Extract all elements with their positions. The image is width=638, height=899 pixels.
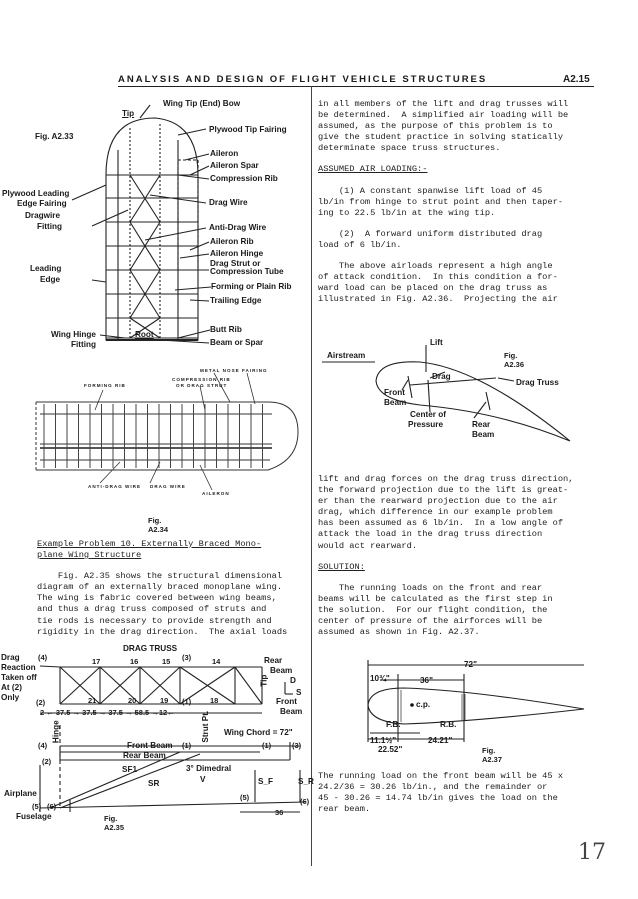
label-airstream: Airstream [327, 351, 366, 360]
example-heading-line-1: Example Problem 10. Externally Braced Mono- [37, 539, 262, 549]
text-line: Fig. A2.35 shows the structural dimensional [37, 571, 283, 582]
label-drag-truss: DRAG TRUSS [123, 644, 178, 653]
dims-bottom: 2 ← 37.5 → 37.5 → 37.5 → 58.5 →12← [40, 708, 175, 717]
node-1: (1) [182, 697, 192, 706]
label-cp: c.p. [416, 700, 431, 709]
label-aileron-34: AILERON [202, 491, 230, 496]
label-forming-or-plain-rib: Forming or Plain Rib [211, 282, 292, 291]
label-forming-rib-34: FORMING RIB [84, 383, 126, 388]
label-plywood-tip-fairing: Plywood Tip Fairing [209, 125, 287, 134]
text-line: 24.2/36 = 30.26 lb/in., and the remainder or [318, 782, 548, 793]
label-center-of: Center of [410, 410, 446, 419]
node-15: 15 [162, 657, 171, 666]
label-root: Root [135, 330, 154, 339]
label-pressure: Pressure [408, 420, 444, 429]
label-fuselage: Fuselage [16, 812, 52, 821]
label-anti-drag-wire: Anti-Drag Wire [209, 223, 267, 232]
label-edge-fairing: Edge Fairing [17, 199, 67, 208]
label-hinge: Hinge [51, 720, 61, 744]
label-trailing-edge: Trailing Edge [210, 296, 262, 305]
label-beam2-36: Beam [472, 430, 495, 439]
label-drag-wire-34: DRAG WIRE [150, 484, 186, 489]
text-line: lift and drag forces on the drag truss direction, [318, 474, 574, 484]
node-6-left: (6) [47, 802, 57, 811]
text-line: diagram of an externally braced monoplane wing. [37, 582, 283, 593]
text-line: (2) A forward uniform distributed drag [318, 228, 543, 239]
node-3-front: (3) [292, 741, 302, 750]
label-tip-35: Tip [259, 674, 269, 687]
label-reaction: Reaction [1, 663, 36, 672]
node-21: 21 [88, 696, 97, 705]
label-wing-chord: Wing Chord = 72" [224, 728, 293, 737]
node-19: 19 [160, 696, 169, 705]
node-18: 18 [210, 696, 219, 705]
label-beam-2: Beam [280, 707, 303, 716]
label-beam: Beam [270, 666, 293, 675]
solution-heading: SOLUTION: [318, 561, 365, 572]
text-line: the forward projection due to the lift is great- [318, 485, 569, 496]
label-aileron: Aileron [210, 149, 239, 158]
text-line: determinate space truss structures. [318, 143, 501, 154]
label-front-36: Front [384, 388, 405, 397]
node-6: (6) [300, 797, 310, 806]
label-dimedral: 3° Dimedral [186, 764, 232, 773]
label-tip: Tip [122, 109, 135, 118]
label-anti-drag-wire-34: ANTI-DRAG WIRE [88, 484, 142, 489]
text-line: of attack condition. In this condition a for- [318, 272, 558, 283]
text-line: would act rearward. [318, 540, 418, 551]
node-16: 16 [130, 657, 139, 666]
node-4: (4) [38, 653, 48, 662]
text-line: The running loads on the front and rear [318, 582, 543, 593]
label-fitting: Fitting [37, 222, 63, 231]
label-sf: S_F [258, 777, 274, 786]
node-1-front: (1) [262, 741, 272, 750]
right-text-bottom [318, 771, 598, 815]
text-line: in all members of the lift and drag trusses will [318, 99, 569, 109]
label-compression-tube: Compression Tube [210, 267, 284, 276]
label-metal-nose-fairing: METAL NOSE FAIRING [200, 368, 268, 373]
node-4-front: (4) [38, 741, 48, 750]
node-2: (2) [36, 698, 46, 707]
dim-72: 72" [464, 660, 477, 669]
label-at-2: At (2) [1, 683, 22, 692]
text-line: give the student practice in solving statically [318, 132, 564, 143]
node-5: (5) [240, 793, 250, 802]
label-taken-off: Taken off [1, 673, 37, 682]
node-14: 14 [212, 657, 221, 666]
label-d: D [290, 676, 296, 685]
label-edge: Edge [40, 275, 61, 284]
label-fb: F.B. [386, 720, 401, 729]
fig-a2-34-caption: Fig. A2.34 [148, 516, 169, 534]
text-line: The above airloads represent a high angle [318, 261, 553, 272]
text-line: center of pressure of the airforces will be [318, 616, 543, 627]
fig-a2-37-caption: Fig. A2.37 [482, 746, 503, 764]
page-number: A2.15 [563, 74, 590, 85]
text-line: ing to 22.5 lb/in at the wing tip. [318, 207, 496, 218]
label-strut-pt: Strut Pt. [201, 710, 211, 743]
label-leading: Leading [30, 264, 62, 273]
text-line: illustrated in Fig. A2.36. Projecting the air [318, 294, 558, 305]
label-wing-hinge: Wing Hinge [51, 330, 96, 339]
label-compression-rib: Compression Rib [210, 174, 278, 183]
node-2-front: (2) [42, 757, 52, 766]
label-v: V [200, 775, 206, 784]
label-rear-36: Rear [472, 420, 491, 429]
text-line: rear beam. [318, 804, 371, 815]
fig-a2-36-caption: Fig. A2.36 [504, 351, 525, 369]
text-line: be determined. A simplified air loading will be [318, 110, 569, 121]
label-plywood-leading: Plywood Leading [2, 189, 70, 198]
label-front-beam: Front Beam [127, 741, 173, 750]
label-airplane: Airplane [4, 789, 37, 798]
text-line: ward load can be placed on the drag truss as [318, 283, 548, 294]
label-only: Only [1, 693, 20, 702]
label-fitting-2: Fitting [71, 340, 97, 349]
text-line: attack the load in the drag truss direction [318, 529, 543, 540]
text-line: has been assumed as 6 lb/in. In a low angle of [318, 518, 564, 529]
label-drag-truss-36: Drag Truss [516, 378, 559, 387]
dim-11-1: 11.1½" [370, 736, 397, 745]
assumed-air-loading-heading: ASSUMED AIR LOADING:- [318, 164, 428, 175]
text-line: er than the rearward projection due to the air [318, 496, 558, 507]
label-sr1: SR [148, 779, 160, 788]
label-drag-strut-34: OR DRAG STRUT [176, 383, 228, 388]
text-line: assumed, as the purpose of this problem is to [318, 121, 553, 132]
text-line: rigidity in the drag direction. The axial loads [37, 626, 288, 637]
text-line: assumed as shown in Fig. A2.37. [318, 627, 480, 638]
label-sr: S_R [298, 777, 314, 786]
example-heading-line-2: plane Wing Structure [37, 550, 142, 561]
dim-36-37: 36" [420, 676, 433, 685]
text-line: 45 - 30.26 = 14.74 lb/in gives the load on the [318, 793, 558, 804]
text-line: lb/in from hinge to strut point and then taper- [318, 196, 564, 207]
label-beam-36: Beam [384, 398, 407, 407]
text-line: The wing is fabric covered between wing beams, [37, 593, 277, 604]
label-s: S [296, 688, 302, 697]
text-line: tie rods is necessary to provide strength and [37, 615, 272, 626]
text-line: the solution. For our flight condition, the [318, 604, 548, 615]
dim-10-75: 10¾" [370, 674, 390, 683]
label-rear-beam: Rear Beam [123, 751, 166, 760]
label-rb: R.B. [440, 720, 457, 729]
running-header: ANALYSIS AND DESIGN OF FLIGHT VEHICLE STRUCTURES [118, 74, 488, 85]
node-3-top: (3) [182, 653, 192, 662]
label-butt-rib: Butt Rib [210, 325, 242, 334]
label-aileron-rib: Aileron Rib [210, 237, 254, 246]
dim-22-52: 22.52" [378, 745, 403, 754]
label-drag-36: Drag [432, 372, 451, 381]
label-aileron-spar: Aileron Spar [210, 161, 259, 170]
node-5-6: (5) [32, 802, 42, 811]
label-front: Front [276, 697, 297, 706]
label-rear: Rear [264, 656, 283, 665]
dim-24-21: 24.21" [428, 736, 453, 745]
node-1-3: (1) [182, 741, 192, 750]
label-sf1: SF1 [122, 765, 138, 774]
fig-a2-33-caption: Fig. A2.33 [35, 132, 74, 141]
node-17: 17 [92, 657, 101, 666]
text-line: The running load on the front beam will be 45 x [318, 771, 564, 781]
label-beam-or-spar: Beam or Spar [210, 338, 264, 347]
text-line: and thus a drag truss composed of struts and [37, 604, 267, 615]
label-wing-tip-bow: Wing Tip (End) Bow [163, 99, 241, 108]
text-line: (1) A constant spanwise lift load of 45 [318, 185, 543, 196]
dim-36: 36 [275, 808, 284, 817]
fig-a2-35-caption: Fig. A2.35 [104, 814, 125, 832]
handwritten-page-mark: 17 [578, 840, 606, 865]
text-line: load of 6 lb/in. [318, 239, 402, 250]
label-drag-strut-or: Drag Strut or [210, 259, 261, 268]
label-dragwire: Dragwire [25, 211, 61, 220]
label-lift: Lift [430, 338, 443, 347]
text-line: beams will be calculated as the first step in [318, 593, 553, 604]
label-drag: Drag [1, 653, 20, 662]
node-20: 20 [128, 696, 137, 705]
text-line: drag, which difference in our example problem [318, 507, 553, 518]
label-compression-rib-34: COMPRESSION RIB [172, 377, 231, 382]
label-aileron-hinge: Aileron Hinge [210, 249, 264, 258]
label-drag-wire: Drag Wire [209, 198, 248, 207]
